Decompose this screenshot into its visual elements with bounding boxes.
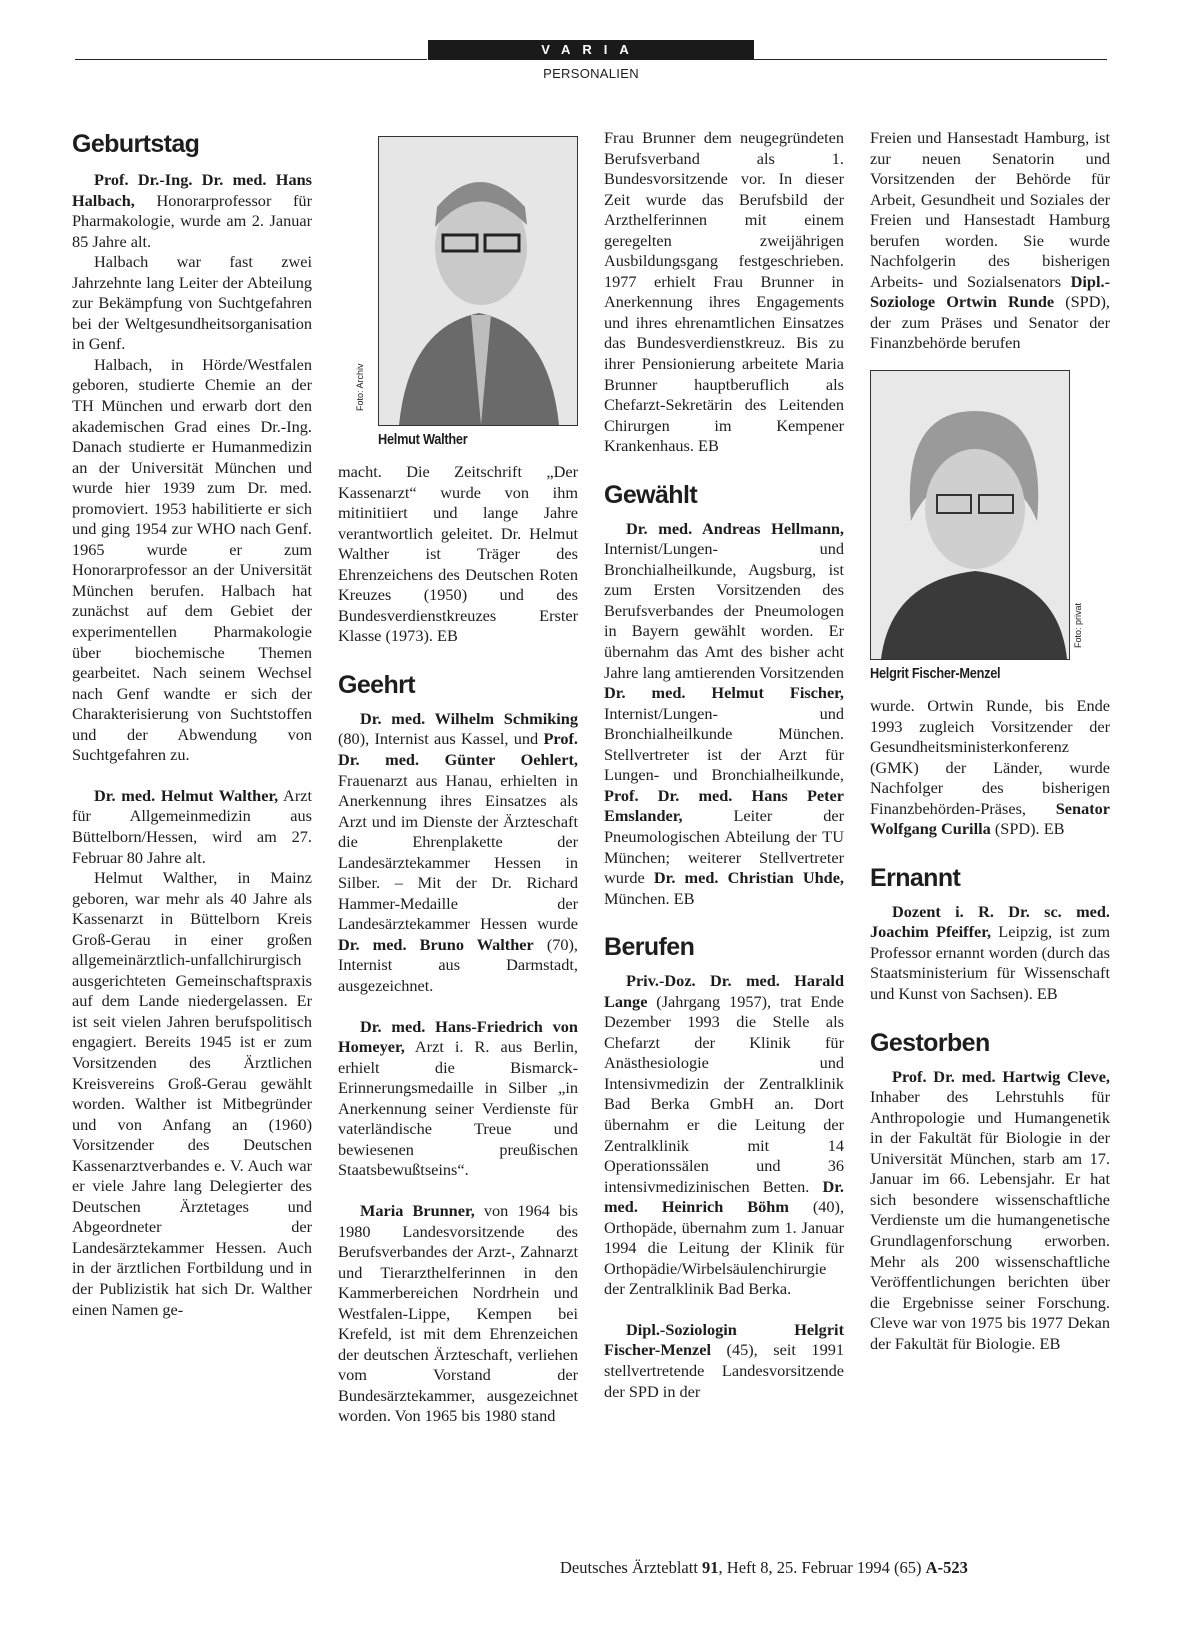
paragraph-runde: wurde. Ortwin Runde, bis Ende 1993 zugleich Vorsitzender der Gesundheitsministerkonferenz (GMK) der Länder, wurde Nachfolger des bisherigen Finanzbehörden-Präses, Senator Wolfgang Curilla (SPD). EB bbox=[870, 696, 1110, 839]
figure-fischer-menzel bbox=[870, 370, 1110, 696]
column-2 bbox=[338, 128, 578, 1427]
caption-helgrit-fischer-menzel: Helgrit Fischer-Menzel bbox=[870, 666, 1001, 683]
heading-geburtstag: Geburtstag bbox=[72, 130, 200, 158]
name-walther: Dr. med. Helmut Walther, bbox=[94, 785, 279, 805]
paragraph-walther-cont: macht. Die Zeitschrift „Der Kassenarzt“ wurde von ihm mitinitiiert und lange Jahre verantwortlich geleitet. Dr. Helmut Walther ist Träger des Ehrenzeichens des Deutschen Roten Kreuzes (1950) und des Bundesverdienstkreuzes Erster Klasse (1973). EB bbox=[338, 462, 578, 646]
name-halbach: Prof. Dr.-Ing. Dr. med. Hans Halbach, bbox=[72, 170, 312, 210]
section-bar: VARIA bbox=[428, 40, 754, 60]
paragraph-fischer-menzel: Dipl.-Soziologin Helgrit Fischer-Menzel (45), seit 1991 stellvertretende Landesvorsitzende der SPD in der bbox=[604, 1319, 844, 1401]
page-footer: Deutsches Ärzteblatt 91, Heft 8, 25. Februar 1994 (65) A-523 bbox=[560, 1558, 968, 1577]
heading-ernannt: Ernannt bbox=[870, 863, 961, 892]
photo-helmut-walther bbox=[355, 136, 578, 426]
paragraph-fischer-menzel-cont: Freien und Hansestadt Hamburg, ist zur neuen Senatorin und Vorsitzenden der Behörde für Arbeit, Gesundheit und Soziales der Freien und Hansestadt Hamburg berufen worden. Sie wurde Nachfolgerin des bisherigen Arbeits- und Sozialsenators Dipl.-Soziologe Ortwin Runde (SPD), der zum Präses und Senator der Finanzbehörde berufen bbox=[870, 128, 1110, 353]
portrait-placeholder-icon bbox=[379, 137, 577, 425]
paragraph-hellmann: Dr. med. Andreas Hellmann, Internist/Lungen- und Bronchialheilkunde, Augsburg, ist zum Ersten Vorsitzenden des Berufsverbandes der Pneumologen in Bayern gewählt worden. Er übernahm das Amt des bisher acht Jahre lang amtierenden Vorsitzenden Dr. med. Helmut Fischer, Internist/Lungen- und Bronchialheilkunde München. Stellvertreter ist der Arzt für Lungen- und Bronchialheilkunde, Prof. Dr. med. Hans Peter Emslander, Leiter der Pneumologischen Abteilung der TU München; weiterer Stellvertreter wurde Dr. med. Christian Uhde, München. EB bbox=[604, 518, 844, 908]
paragraph-walther-bio: Helmut Walther, in Mainz geboren, war mehr als 40 Jahre als Kassenarzt in Büttelborn Kreis Groß-Gerau in einer großen allgemeinärztlich-unfallchirurgisch ausgerichteten Gemeinschaftspraxis auf dem Lande niedergelassen. Er ist seit vielen Jahren berufspolitisch engagiert. Bereits 1945 ist er zum Vorsitzenden des Ärztlichen Kreisvereins Groß-Gerau gewählt worden. Walther ist Mitbegründer und von Anfang an (1960) Vorsitzender des Deutschen Kassenarztverbandes e. V. Auch war er viele Jahre lang Delegierter des Deutschen Ärztetages und Abgeordneter der Landesärztekammer Hessen. Auch in der ärztlichen Fortbildung und in der Publizistik hat sich Dr. Walther einen Namen ge- bbox=[72, 868, 312, 1319]
page-number: A-523 bbox=[925, 1558, 968, 1577]
paragraph-halbach-who: Halbach war fast zwei Jahrzehnte lang Leiter der Abteilung zur Bekämpfung von Suchtgefahren bei der Weltgesundheitsorganisation in Genf. bbox=[72, 252, 312, 354]
caption-helmut-walther: Helmut Walther bbox=[378, 432, 468, 448]
photo-helgrit-fischer-menzel bbox=[870, 370, 1083, 660]
header-rule-left bbox=[75, 59, 427, 60]
header-rule-right bbox=[753, 59, 1107, 60]
heading-berufen: Berufen bbox=[604, 933, 695, 962]
paragraph-cleve: Prof. Dr. med. Hartwig Cleve, Inhaber des Lehrstuhls für Anthropologie und Humangenetik in der Fakultät für Biologie in der Universität München, starb am 17. Januar im 66. Lebensjahr. Er hat sich besondere wissenschaftliche Verdienste um die humangenetische Grundlagenforschung erworben. Mehr als 200 wissenschaftliche Veröffentlichungen berichten über die Ergebnisse seiner Forschung. Cleve war von 1975 bis 1977 Dekan der Fakultät für Biologie. EB bbox=[870, 1066, 1110, 1353]
subsection-label: PERSONALIEN bbox=[543, 66, 639, 81]
paragraph-lange-boehm: Priv.-Doz. Dr. med. Harald Lange (Jahrgang 1957), trat Ende Dezember 1993 die Stelle als Chefarzt der Klinik für Anästhesiologie und Intensivmedizin der Zentralklinik Bad Berka GmbH an. Dort übernahm er die Leitung der Zentralklinik mit 14 Operationssälen und 36 intensivmedizinischen Betten. Dr. med. Heinrich Böhm (40), Orthopäde, übernahm zum 1. Januar 1994 die Leitung der Klinik für Orthopädie/Wirbelsäulenchirurgie der Zentralklinik Bad Berka. bbox=[604, 971, 845, 1299]
column-1 bbox=[72, 128, 312, 1320]
paragraph-brunner: Maria Brunner, von 1964 bis 1980 Landesvorsitzende des Berufsverbandes der Arzt-, Zahnarzt und Tierarzthelferinnen in den Kammerbereichen Nordrhein und Westfalen-Lippe, Kempen bei Krefeld, ist mit dem Ehrenzeichen der deutschen Ärzteschaft, verliehen vom Vorstand der Bundesärztekammer, ausgezeichnet worden. Von 1965 bis 1980 stand bbox=[338, 1200, 578, 1426]
column-4 bbox=[870, 128, 1110, 1354]
paragraph-brunner-cont: Frau Brunner dem neugegründeten Berufsverband als 1. Bundesvorsitzende vor. In dieser Zeit wurde das Berufsbild der Arzthelferinnen mit einem geregelten zweijährigen Ausbildungsgang festgeschrieben. 1977 erhielt Frau Brunner in Anerkennung ihres Engagements und ihres ehrenamtlichen Einsatzes das Bundesverdienstkreuz. Bis zu ihrer Pensionierung arbeitete Maria Brunner hauptberuflich als Chefarzt-Sekretärin des Leitenden Chirurgen im Kempener Krankenhaus. EB bbox=[604, 128, 844, 456]
portrait-placeholder-icon bbox=[871, 371, 1069, 659]
column-3 bbox=[604, 128, 844, 1402]
paragraph-pfeiffer: Dozent i. R. Dr. sc. med. Joachim Pfeiffer, Leipzig, ist zum Professor ernannt worden (durch das Staatsministerium für Wissenschaft und Kunst von Sachsen). EB bbox=[870, 901, 1110, 1004]
heading-geehrt: Geehrt bbox=[338, 670, 415, 699]
paragraph-schmiking-oehlert: Dr. med. Wilhelm Schmiking (80), Internist aus Kassel, und Prof. Dr. med. Günter Oehlert, Frauenarzt aus Hanau, erhielten in Anerkennung ihres Einsatzes als Arzt und im Dienste der Ärzteschaft die Ehrenplakette der Landesärztekammer Hessen in Silber. – Mit der Dr. Richard Hammer-Medaille der Landesärztekammer Hessen wurde Dr. med. Bruno Walther (70), Internist aus Darmstadt, ausgezeichnet. bbox=[338, 708, 579, 996]
paragraph-walther-intro: Dr. med. Helmut Walther, Arzt für Allgemeinmedizin aus Büttelborn/Hessen, wird am 27. Februar 80 Jahre alt. bbox=[72, 785, 312, 867]
paragraph-homeyer: Dr. med. Hans-Friedrich von Homeyer, Arzt i. R. aus Berlin, erhielt die Bismarck-Erinnerungsmedaille in Silber „in Anerkennung seiner Verdienste für vaterländische Treue und bewiesenen preußischen Staatsbewußtseins“. bbox=[338, 1016, 578, 1180]
photo-credit-privat: Foto: privat bbox=[1073, 603, 1083, 649]
photo-credit-archiv: Foto: Archiv bbox=[355, 363, 365, 411]
heading-gewaehlt: Gewählt bbox=[604, 480, 698, 509]
figure-walther bbox=[355, 136, 578, 462]
heading-gestorben: Gestorben bbox=[870, 1028, 990, 1057]
paragraph-halbach-intro: Prof. Dr.-Ing. Dr. med. Hans Halbach, Honorarprofessor für Pharmakologie, wurde am 2. Januar 85 Jahre alt. bbox=[72, 170, 312, 251]
paragraph-halbach-bio: Halbach, in Hörde/Westfalen geboren, studierte Chemie an der TH München und erwarb dort den akademischen Grad eines Dr.-Ing. Danach studierte er Humanmedizin an der Universität München und wurde hier 1939 zum Dr. med. promoviert. 1953 habilitierte er sich und ging 1954 zur WHO nach Genf. 1965 wurde er zum Honorarprofessor an der Universität München berufen. Halbach hat zunächst auf dem Gebiet der experimentellen Pharmakologie über biochemische Themen gearbeitet. Nach seinem Wechsel nach Genf wandte er sich der Charakterisierung von Suchtstoffen und der Abwendung von Suchtgefahren zu. bbox=[72, 354, 312, 765]
